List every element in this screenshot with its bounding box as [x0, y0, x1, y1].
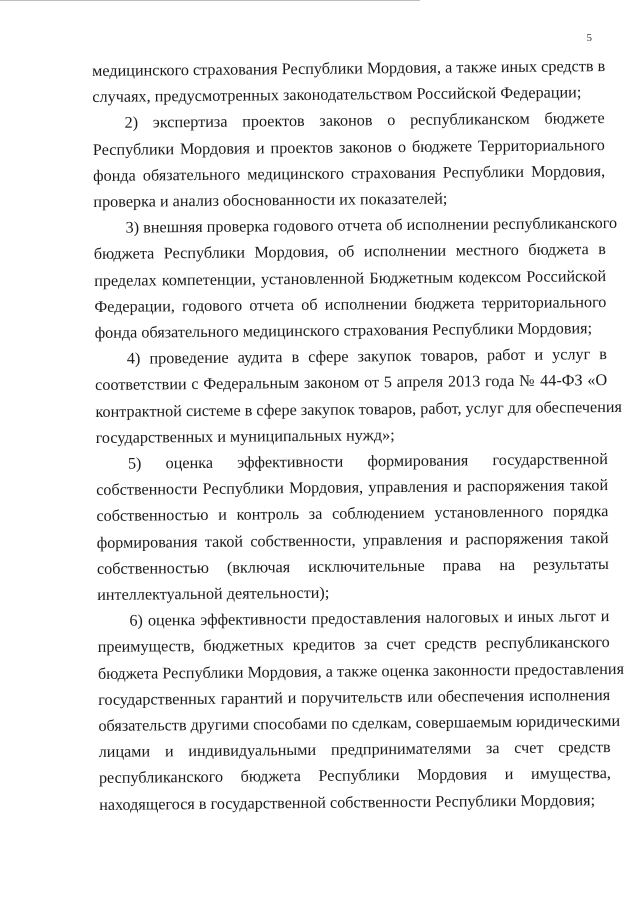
text-line: фонда обязательного медицинского страхования Республики Мордовия, — [93, 161, 606, 185]
text-line: медицинского страхования Республики Мордовия, а также иных средств в — [92, 57, 606, 80]
text-line: Республики Мордовия и проектов законов о бюджете Территориального — [92, 135, 605, 159]
text-line: соответствии с Федеральным законом от 5 апреля 2013 года № 44-ФЗ «О — [95, 371, 608, 395]
text-line: преимуществ, бюджетных кредитов за счет средств республиканского — [97, 633, 610, 657]
text-line: республиканского бюджета Республики Мордовия и имущества, — [98, 764, 611, 788]
paragraph-continuation — [92, 53, 604, 110]
text-line: обязательств другими способами по сделкам, совершаемым юридическими — [98, 712, 621, 736]
text-line: находящегося в государственной собственности Республики Мордовия; — [99, 790, 596, 814]
text-line: 2) экспертиза проектов законов о республиканском бюджете — [124, 109, 605, 133]
text-line: бюджета Республики Мордовия, а также оценка законности предоставления — [97, 659, 625, 683]
text-line: собственностью (включая исключительные права на результаты — [96, 554, 609, 578]
text-line: государственных и муниципальных нужд»; — [95, 425, 395, 447]
text-line: Федерации, годового отчета об исполнении бюджета территориального — [94, 292, 607, 316]
text-line: пределах компетенции, установленной Бюджетным кодексом Российской — [94, 266, 607, 290]
text-line: интеллектуальной деятельности); — [97, 583, 330, 605]
text-line: формирования такой собственности, управления и распоряжения такой — [96, 528, 609, 552]
text-line: собственностью и контроль за соблюдением установленного порядка — [96, 502, 609, 526]
text-line: бюджета Республики Мордовия, об исполнении местного бюджета в — [93, 240, 606, 264]
text-line: фонда обязательного медицинского страхования Республики Мордовия; — [94, 319, 593, 343]
scan-edge-line — [0, 0, 420, 1]
text-line: 4) проведение аудита в сфере закупок товаров, работ и услуг в — [126, 345, 607, 368]
text-line: 3) внешняя проверка годового отчета об исполнении республиканского — [125, 214, 618, 237]
text-line: случаях, предусмотренных законодательством Российской Федерации; — [92, 83, 582, 107]
text-line: 5) оценка эффективности формирования государственной — [127, 450, 608, 473]
text-line: собственности Республики Мордовия, управления и распоряжения такой — [96, 476, 609, 500]
paragraph-item-2 — [93, 105, 606, 215]
text-line: лицами и индивидуальными предпринимателями за счет средств — [98, 738, 611, 762]
paragraph-item-3 — [93, 210, 618, 346]
text-line: контрактной системе в сфере закупок товаров, работ, услуг для обеспечения — [95, 397, 623, 421]
page-number: 5 — [586, 32, 592, 44]
paragraph-item-5 — [96, 446, 609, 608]
paragraph-item-6 — [97, 603, 625, 818]
text-line: проверка и анализ обоснованности их показателей; — [93, 189, 448, 212]
paragraph-item-4 — [95, 341, 623, 451]
text-line: 6) оценка эффективности предоставления налоговых и иных льгот и — [129, 607, 610, 630]
document-body — [92, 53, 625, 818]
text-line: государственных гарантий и поручительств или обеспечения исполнения — [98, 685, 611, 709]
